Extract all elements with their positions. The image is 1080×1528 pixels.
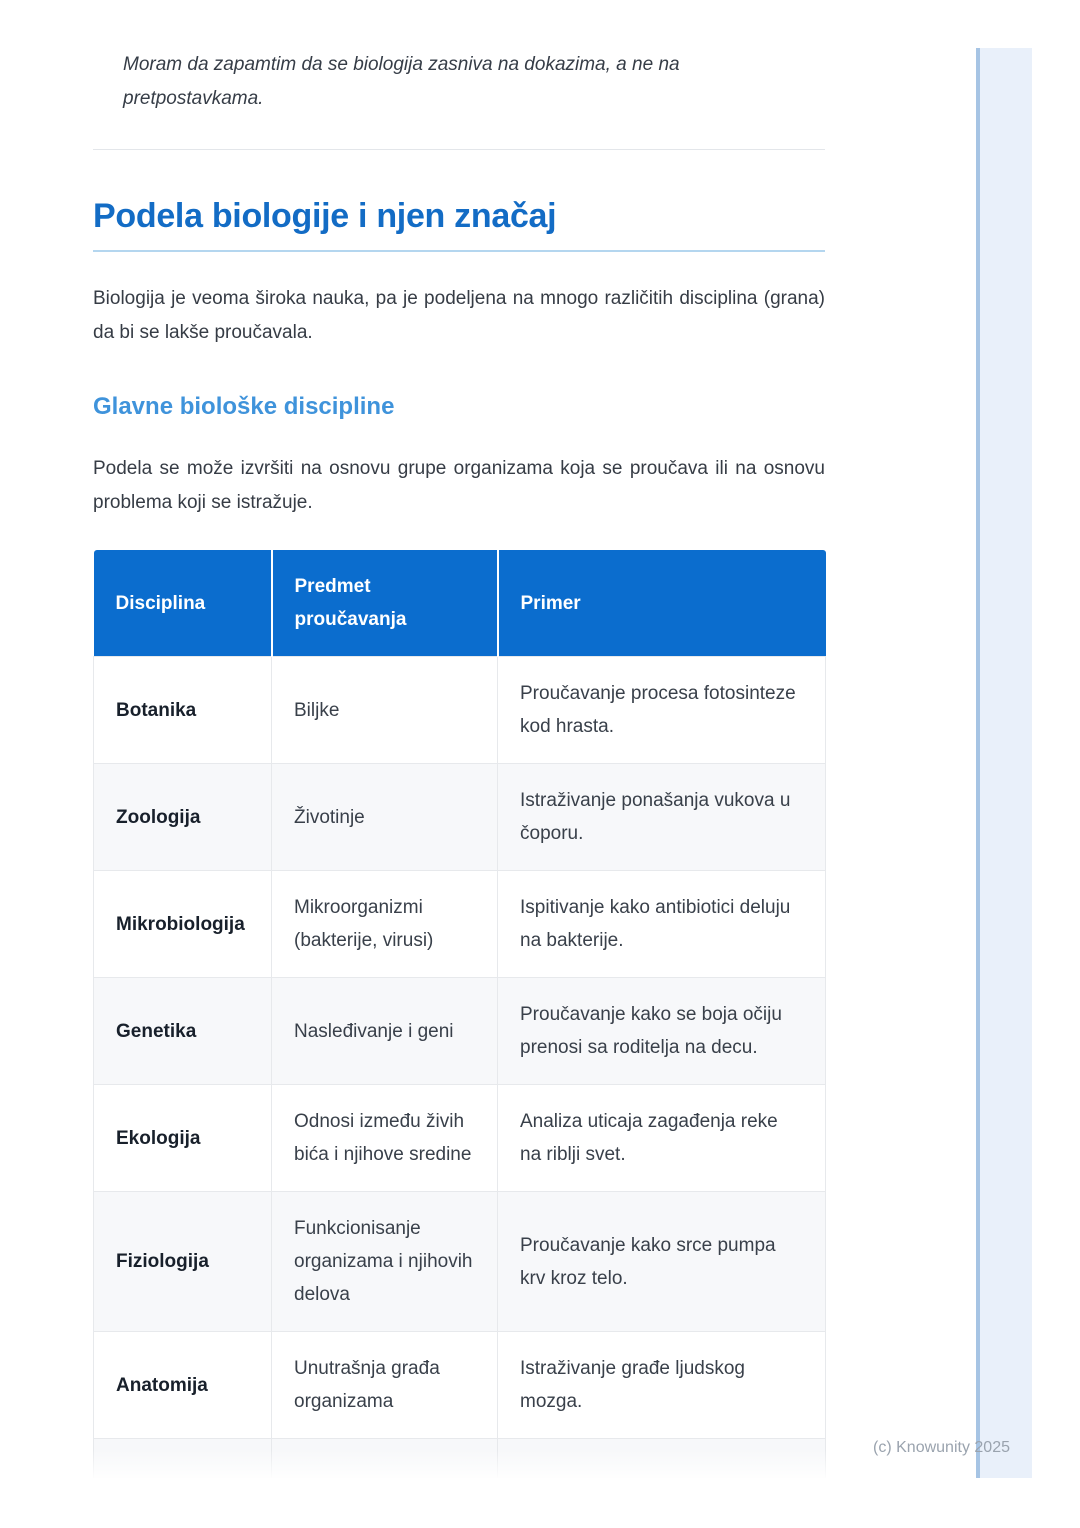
table-row	[94, 871, 826, 978]
cell-example: Proučavanje kako srce pumpa krv kroz telo.	[498, 1192, 826, 1332]
cell-subject: Nasleđivanje i geni	[272, 978, 498, 1085]
cell-discipline: Mikrobiologija	[94, 871, 272, 978]
cell-discipline: Fiziologija	[94, 1192, 272, 1332]
cell-subject: Biljke	[272, 657, 498, 764]
cell-example: Analiza uticaja zagađenja reke na riblji svet.	[498, 1085, 826, 1192]
table-row	[94, 978, 826, 1085]
cell-discipline: Ekologija	[94, 1085, 272, 1192]
page-edge-strip	[976, 48, 1032, 1478]
cell-subject: Mikroorganizmi (bakterije, virusi)	[272, 871, 498, 978]
cell-subject: Životinje	[272, 764, 498, 871]
cell-example: Istraživanje građe ljudskog mozga.	[498, 1332, 826, 1439]
cell-discipline: Botanika	[94, 657, 272, 764]
page-content	[93, 0, 825, 1503]
cell-subject: Unutrašnja građa organizama	[272, 1332, 498, 1439]
cell-discipline: Genetika	[94, 978, 272, 1085]
title-underline	[93, 250, 825, 252]
cell-discipline: Zoologija	[94, 764, 272, 871]
page-title: Podela biologije i njen značaj	[93, 197, 557, 235]
copyright-text: (c) Knowunity 2025	[873, 1439, 1010, 1456]
table-row	[94, 764, 826, 871]
table-row	[94, 1085, 826, 1192]
disciplines-table	[93, 550, 826, 1503]
page-bottom-margin	[0, 1478, 1080, 1528]
table-row	[94, 657, 826, 764]
column-header-primer: Primer	[498, 550, 826, 657]
cell-discipline: Anatomija	[94, 1332, 272, 1439]
intro-paragraph: Biologija je veoma široka nauka, pa je podeljena na mnogo različitih disciplina (grana) da bi se lakše proučavala.	[93, 288, 825, 343]
table-row	[94, 1192, 826, 1332]
section-divider	[93, 149, 825, 150]
table-row	[94, 1332, 826, 1439]
cell-subject: Funkcionisanje organizama i njihovih delova	[272, 1192, 498, 1332]
column-header-predmet: Predmet proučavanja	[272, 550, 498, 657]
cell-example: Proučavanje kako se boja očiju prenosi sa roditelja na decu.	[498, 978, 826, 1085]
cell-subject: Odnosi između živih bića i njihove sredine	[272, 1085, 498, 1192]
cell-example: Istraživanje ponašanja vukova u čoporu.	[498, 764, 826, 871]
section-subtitle: Glavne biološke discipline	[93, 393, 395, 420]
note-blockquote: Moram da zapamtim da se biologija zasniva na dokazima, a ne na pretpostavkama.	[123, 54, 680, 109]
cell-example: Ispitivanje kako antibiotici deluju na bakterije.	[498, 871, 826, 978]
cell-example: Proučavanje procesa fotosinteze kod hrasta.	[498, 657, 826, 764]
column-header-disciplina: Disciplina	[94, 550, 272, 657]
table-header-row	[94, 550, 826, 657]
section-paragraph: Podela se može izvršiti na osnovu grupe organizama koja se proučava ili na osnovu problema koji se istražuje.	[93, 458, 825, 513]
